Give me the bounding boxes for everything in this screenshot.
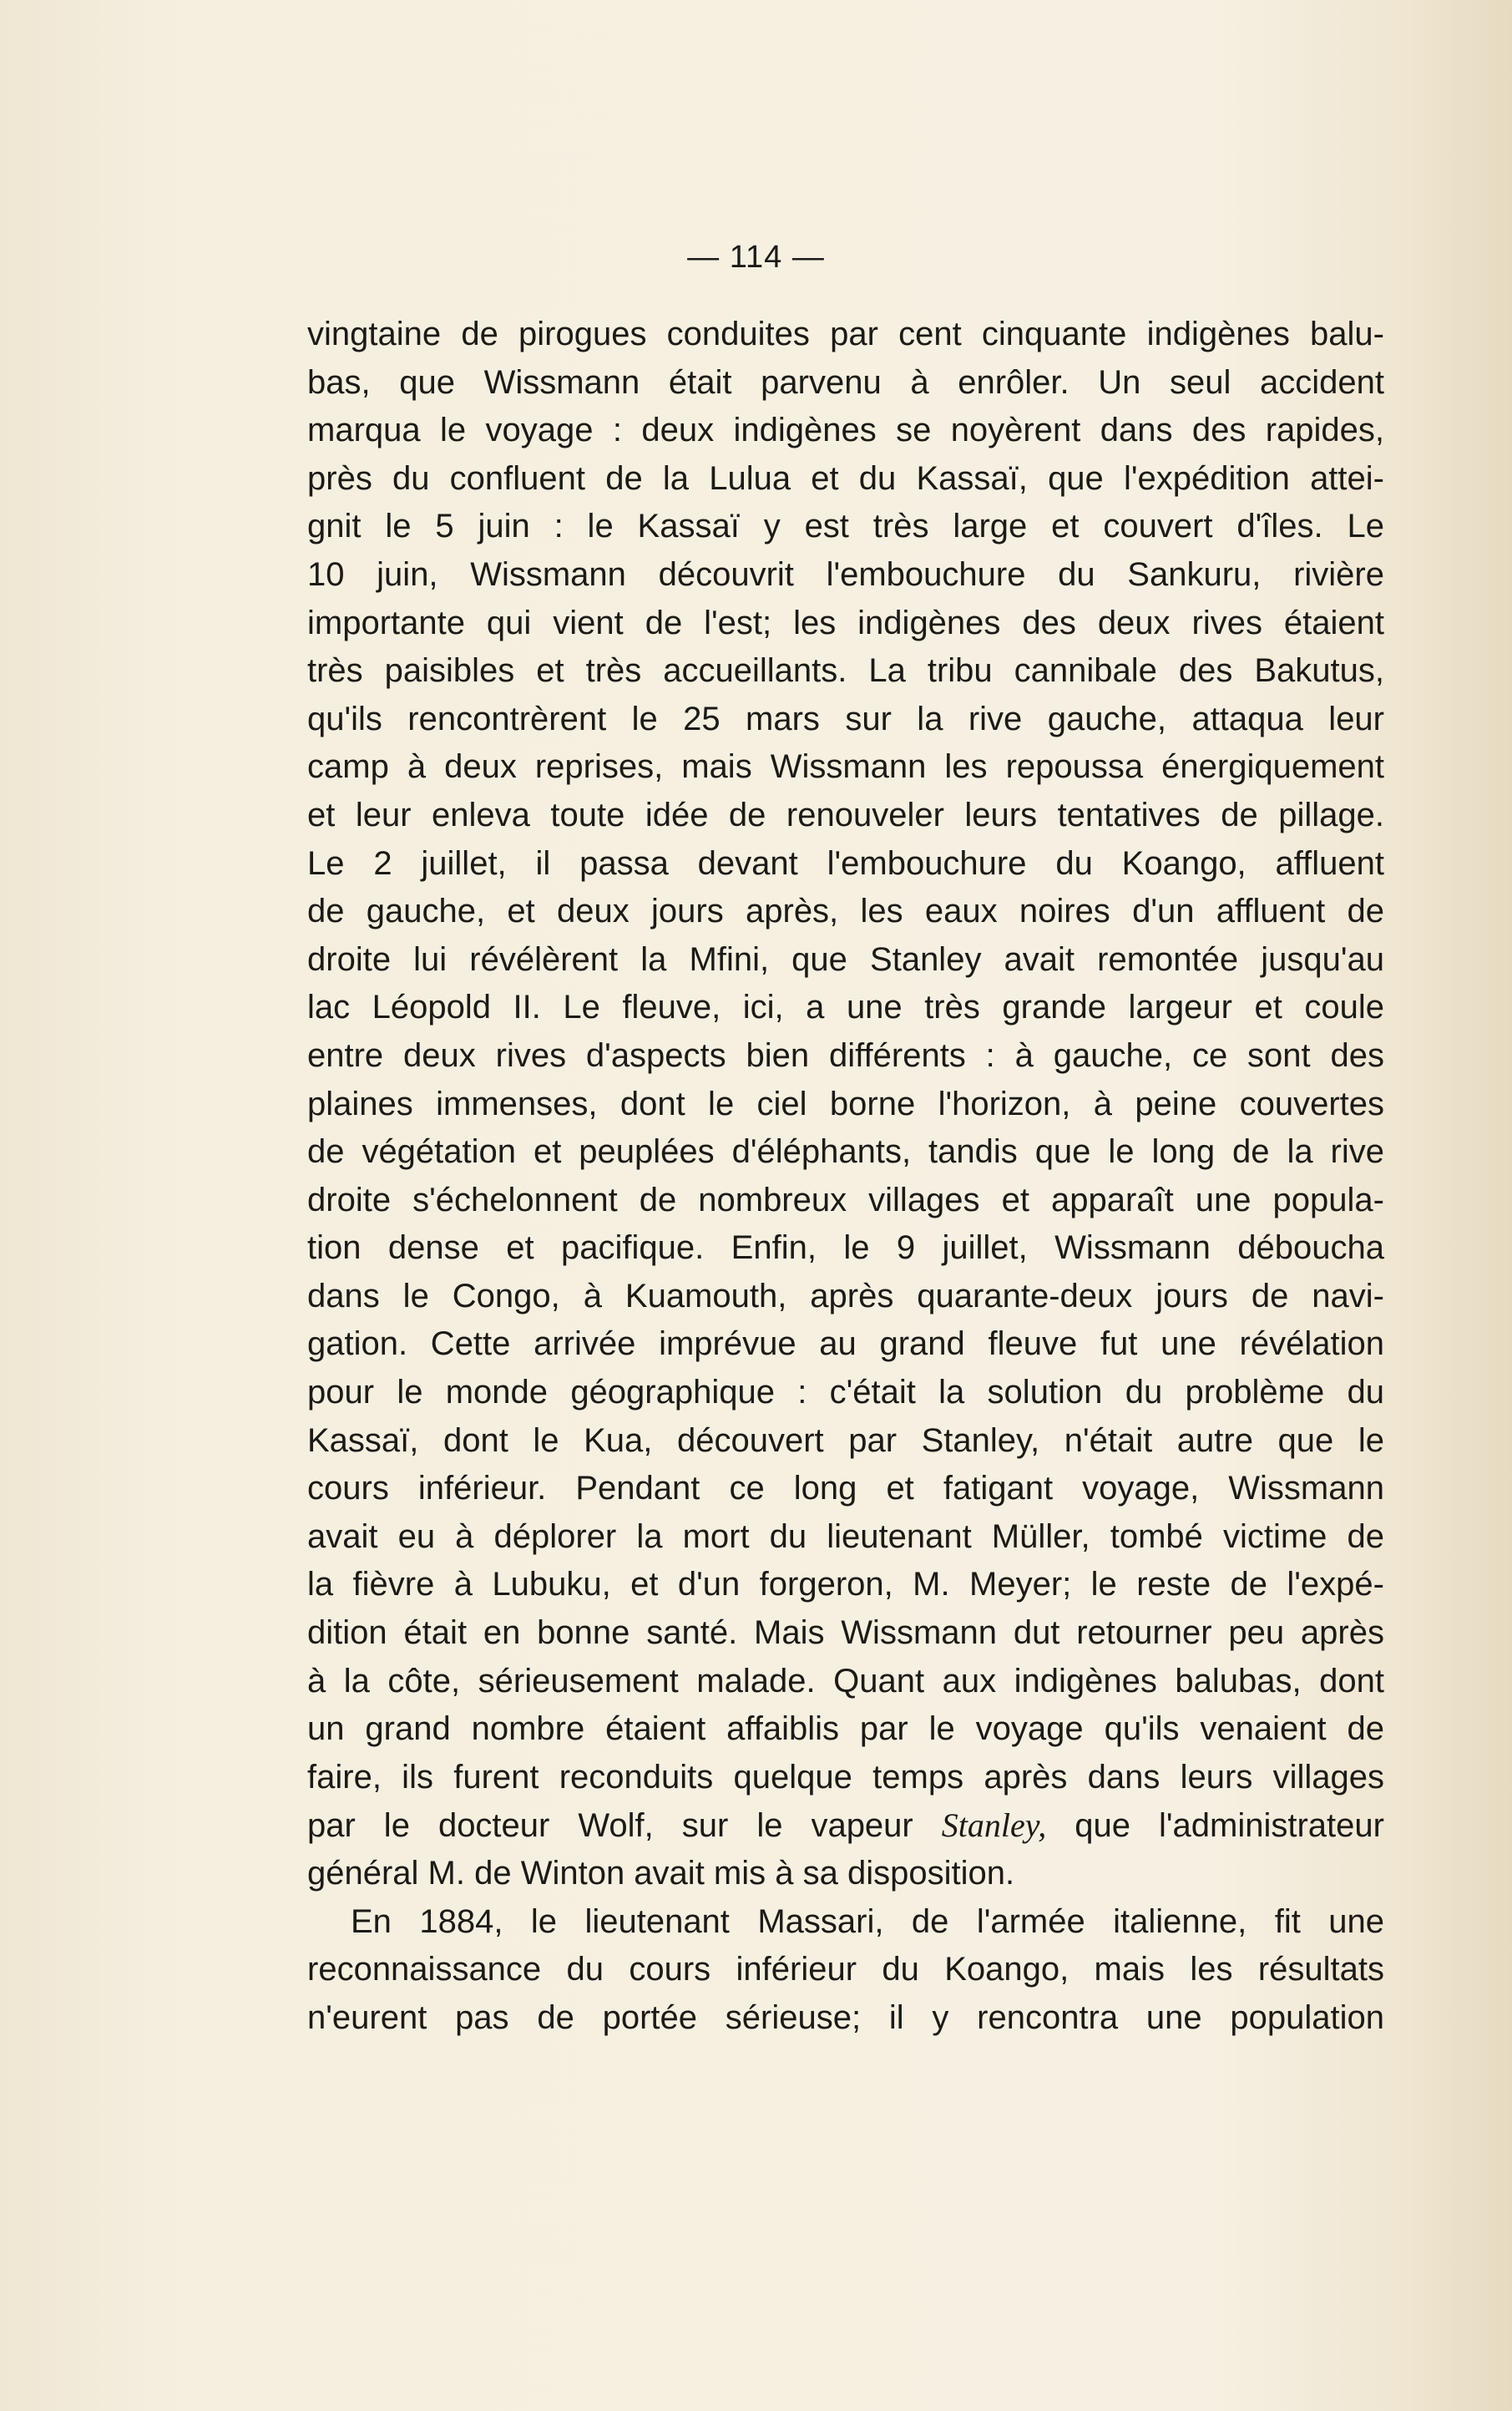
text-line: gation. Cette arrivée imprévue au grand fleuve fut une révélation <box>307 1325 1384 1363</box>
text-line: entre deux rives d'aspects bien différents : à gauche, ce sont des <box>307 1036 1384 1074</box>
text-line: bas, que Wissmann était parvenu à enrôler. Un seul accident <box>307 363 1384 401</box>
text-line: de gauche, et deux jours après, les eaux noires d'un affluent de <box>307 893 1384 930</box>
text-line: un grand nombre étaient affaiblis par le voyage qu'ils venaient de <box>307 1710 1384 1748</box>
page-number: — 114 — <box>687 240 825 275</box>
text-line: gnit le 5 juin : le Kassaï y est très large et couvert d'îles. Le <box>307 508 1384 545</box>
text-line: tion dense et pacifique. Enfin, le 9 juillet, Wissmann déboucha <box>307 1229 1384 1267</box>
text-after-ship-name: que l'administrateur <box>1075 1807 1384 1845</box>
text-line: très paisibles et très accueillants. La tribu cannibale des Bakutus, <box>307 652 1384 690</box>
text-line: droite s'échelonnent de nombreux villages et apparaît une popula- <box>307 1181 1384 1218</box>
text-line: faire, ils furent reconduits quelque temps après dans leurs villages <box>307 1758 1384 1796</box>
body-text <box>307 311 1384 2042</box>
text-line: camp à deux reprises, mais Wissmann les repoussa énergiquement <box>307 748 1384 786</box>
text-line: En 1884, le lieutenant Massari, de l'armée italienne, fit une <box>351 1902 1384 1940</box>
text-line: à la côte, sérieusement malade. Quant aux indigènes balubas, dont <box>307 1662 1384 1699</box>
text-line: plaines immenses, dont le ciel borne l'horizon, à peine couvertes <box>307 1085 1384 1122</box>
ship-name-stanley: Stanley, <box>941 1806 1047 1845</box>
text-line: importante qui vient de l'est; les indigènes des deux rives étaient <box>307 604 1384 641</box>
text-line: avait eu à déplorer la mort du lieutenant Müller, tombé victime de <box>307 1517 1384 1555</box>
text-line: Kassaï, dont le Kua, découvert par Stanley, n'était autre que le <box>307 1421 1384 1459</box>
text-line: reconnaissance du cours inférieur du Koango, mais les résultats <box>307 1951 1384 1988</box>
paragraph <box>307 311 1384 1898</box>
text-line: cours inférieur. Pendant ce long et fatigant voyage, Wissmann <box>307 1470 1384 1507</box>
text-line: dition était en bonne santé. Mais Wissmann dut retourner peu après <box>307 1614 1384 1652</box>
text-line: lac Léopold II. Le fleuve, ici, a une très grande largeur et coule <box>307 989 1384 1026</box>
text-line: marqua le voyage : deux indigènes se noyèrent dans des rapides, <box>307 412 1384 449</box>
text-before-ship-name: par le docteur Wolf, sur le vapeur <box>307 1807 913 1845</box>
text-line: droite lui révélèrent la Mfini, que Stanley avait remontée jusqu'au <box>307 940 1384 978</box>
text-line: vingtaine de pirogues conduites par cent cinquante indigènes balu- <box>307 316 1384 352</box>
text-line: dans le Congo, à Kuamouth, après quarante-deux jours de navi- <box>307 1277 1384 1314</box>
text-line: qu'ils rencontrèrent le 25 mars sur la rive gauche, attaqua leur <box>307 700 1384 737</box>
paragraph-last-line: général M. de Winton avait mis à sa disposition. <box>307 1855 1015 1892</box>
text-line: n'eurent pas de portée sérieuse; il y rencontra une population <box>307 1998 1384 2036</box>
text-line: Le 2 juillet, il passa devant l'embouchure du Koango, affluent <box>307 844 1384 882</box>
text-line: de végétation et peuplées d'éléphants, tandis que le long de la rive <box>307 1133 1384 1171</box>
text-line: 10 juin, Wissmann découvrit l'embouchure du Sankuru, rivière <box>307 555 1384 593</box>
text-line: et leur enleva toute idée de renouveler leurs tentatives de pillage. <box>307 796 1384 833</box>
text-line-with-ship-name <box>307 1801 1384 1850</box>
text-line: près du confluent de la Lulua et du Kassaï, que l'expédition attei- <box>307 459 1384 497</box>
paragraph <box>307 1898 1384 2043</box>
text-line: pour le monde géographique : c'était la solution du problème du <box>307 1374 1384 1411</box>
text-line: la fièvre à Lubuku, et d'un forgeron, M. Meyer; le reste de l'expé- <box>307 1566 1384 1603</box>
